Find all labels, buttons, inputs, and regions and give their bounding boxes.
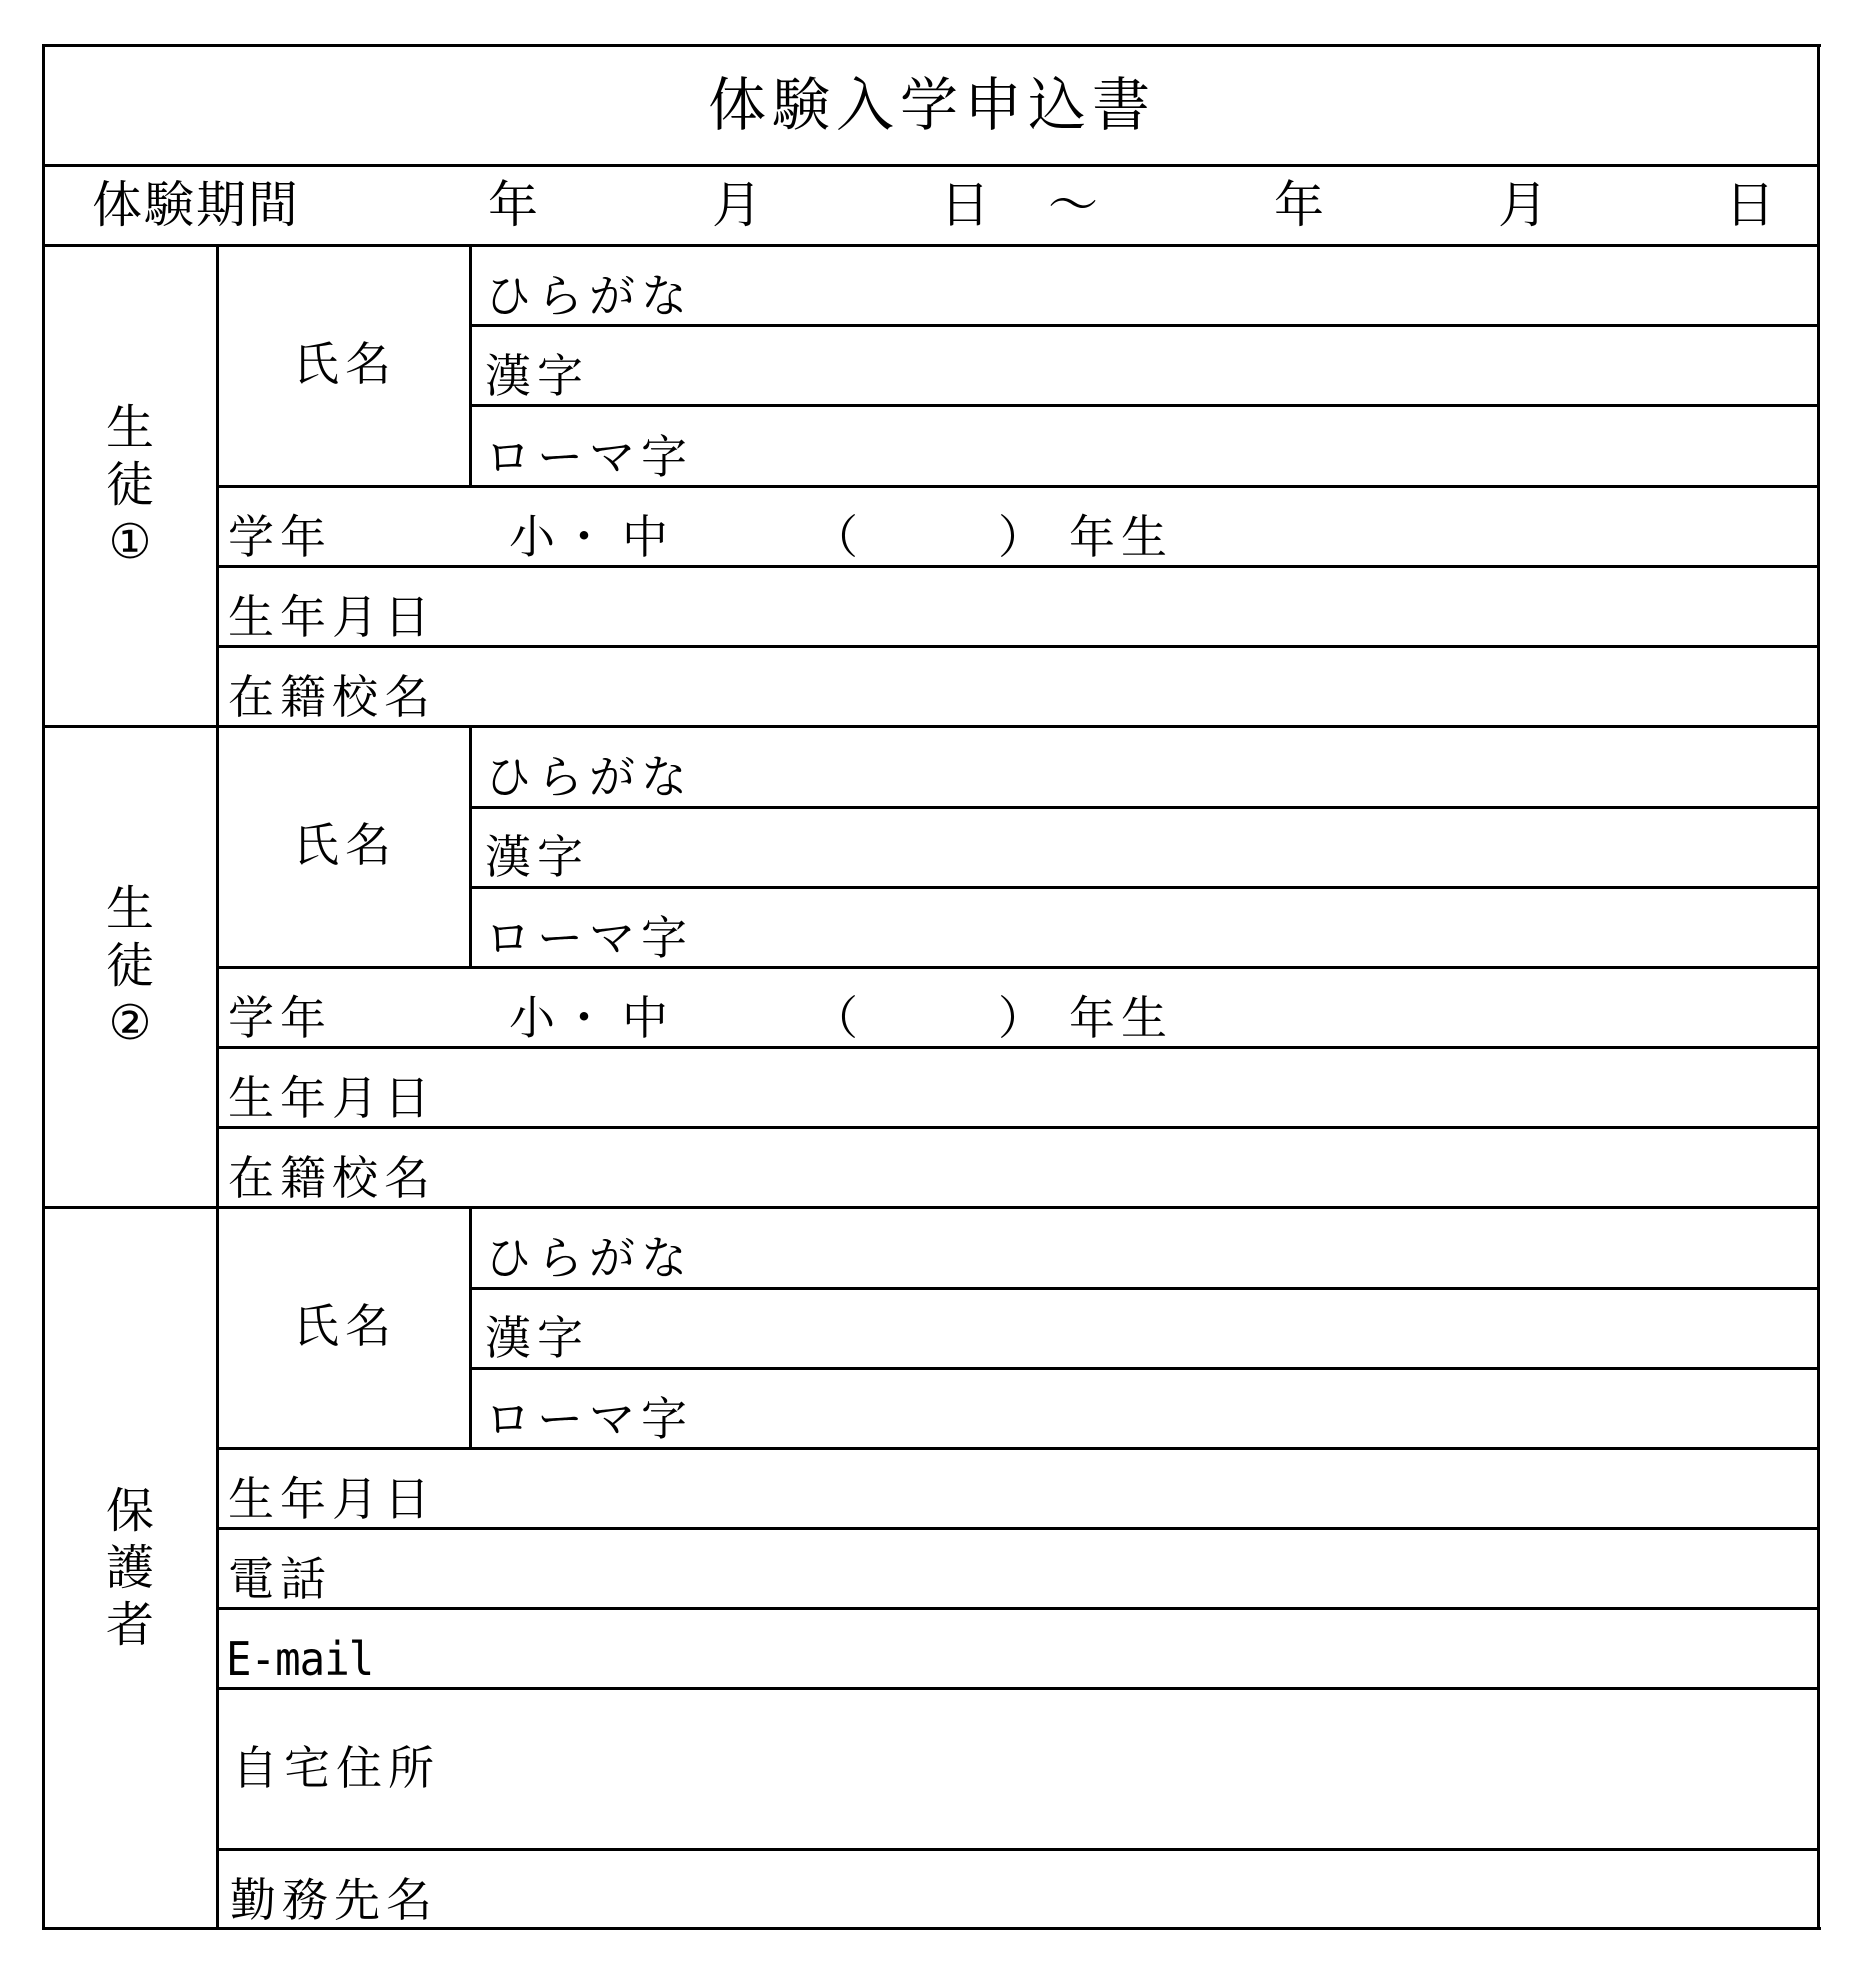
guardian-name-group-label: 氏名 <box>293 1299 397 1353</box>
student1-kanji-field[interactable]: 漢字 <box>485 349 589 403</box>
period-end-year-unit[interactable]: 年 <box>1274 176 1324 234</box>
divider <box>217 1527 1818 1530</box>
student2-grade-elementary[interactable]: 小 <box>509 991 561 1045</box>
divider-student1-end <box>43 725 1819 728</box>
guardian-phone-field[interactable]: 電話 <box>228 1552 332 1606</box>
section-label-char: 徒 <box>105 938 154 994</box>
guardian-address-field[interactable]: 自宅住所 <box>232 1741 440 1795</box>
period-start-year-unit[interactable]: 年 <box>488 176 538 234</box>
student2-hiragana-field[interactable]: ひらがな <box>485 750 693 804</box>
divider-period <box>43 244 1819 247</box>
student2-grade-junior[interactable]: 中 <box>622 991 674 1045</box>
period-start-month-unit[interactable]: 月 <box>712 176 762 234</box>
student2-school-field[interactable]: 在籍校名 <box>228 1151 436 1205</box>
section-label-char: 者 <box>105 1596 154 1653</box>
period-end-day-unit[interactable]: 日 <box>1725 176 1775 234</box>
divider <box>470 1287 1818 1290</box>
divider <box>470 886 1818 889</box>
student1-grade-open-paren: （ <box>812 510 864 564</box>
period-label: 体験期間 <box>92 176 300 234</box>
divider <box>217 1687 1818 1690</box>
divider-col2-s1 <box>469 245 472 486</box>
student1-grade-suffix: 年生 <box>1069 510 1173 564</box>
divider-col2-g <box>469 1207 472 1448</box>
divider <box>217 565 1818 568</box>
student2-grade-open-paren: （ <box>812 991 864 1045</box>
divider <box>470 1367 1818 1370</box>
period-start-day-unit[interactable]: 日 <box>940 176 990 234</box>
guardian-hiragana-field[interactable]: ひらがな <box>485 1231 693 1285</box>
section-label-char: 護 <box>105 1539 154 1596</box>
student1-school-field[interactable]: 在籍校名 <box>228 670 436 724</box>
student2-grade-close-paren: ） <box>998 991 1050 1045</box>
student2-grade-label[interactable]: 学年 <box>228 991 332 1045</box>
divider <box>217 645 1818 648</box>
divider <box>470 324 1818 327</box>
guardian-kanji-field[interactable]: 漢字 <box>485 1311 589 1365</box>
divider <box>470 404 1818 407</box>
guardian-section-label <box>43 1207 217 1929</box>
divider <box>217 1848 1818 1851</box>
student1-name-group-label: 氏名 <box>293 337 397 391</box>
divider <box>217 1607 1818 1610</box>
guardian-email-field[interactable]: E-mail <box>226 1632 374 1686</box>
divider <box>217 966 1818 969</box>
student2-section-label <box>43 726 217 1207</box>
guardian-workplace-field[interactable]: 勤務先名 <box>230 1873 438 1927</box>
student2-romaji-field[interactable]: ローマ字 <box>485 911 693 965</box>
guardian-birthdate-field[interactable]: 生年月日 <box>228 1472 436 1526</box>
divider-student2-end <box>43 1206 1819 1209</box>
student1-birthdate-field[interactable]: 生年月日 <box>228 590 436 644</box>
student1-grade-close-paren: ） <box>998 510 1050 564</box>
divider <box>217 1046 1818 1049</box>
student2-name-group-label: 氏名 <box>293 818 397 872</box>
border-top <box>43 44 1821 47</box>
section-label-char: 保 <box>105 1482 154 1539</box>
period-separator: ～ <box>1048 176 1098 234</box>
section-label-char: ① <box>108 514 152 570</box>
student1-romaji-field[interactable]: ローマ字 <box>485 430 693 484</box>
border-bottom <box>43 1927 1821 1930</box>
divider-title <box>43 164 1819 167</box>
section-label-char: 生 <box>105 881 154 937</box>
student1-grade-elementary[interactable]: 小 <box>509 510 561 564</box>
divider <box>470 806 1818 809</box>
student2-grade-suffix: 年生 <box>1069 991 1173 1045</box>
student1-grade-junior[interactable]: 中 <box>622 510 674 564</box>
divider <box>217 1447 1818 1450</box>
student1-hiragana-field[interactable]: ひらがな <box>485 269 693 323</box>
guardian-romaji-field[interactable]: ローマ字 <box>485 1392 693 1446</box>
period-end-month-unit[interactable]: 月 <box>1498 176 1548 234</box>
student2-grade-dot: ・ <box>561 991 613 1045</box>
section-label-char: 生 <box>105 400 154 456</box>
section-label-char: ② <box>108 995 152 1051</box>
student2-birthdate-field[interactable]: 生年月日 <box>228 1071 436 1125</box>
divider <box>217 1126 1818 1129</box>
student1-grade-dot: ・ <box>561 510 613 564</box>
section-label-char: 徒 <box>105 457 154 513</box>
form-title: 体験入学申込書 <box>708 71 1157 139</box>
divider-col2-s2 <box>469 726 472 967</box>
student1-section-label <box>43 245 217 726</box>
divider <box>217 485 1818 488</box>
student2-kanji-field[interactable]: 漢字 <box>485 830 589 884</box>
student1-grade-label[interactable]: 学年 <box>228 510 332 564</box>
